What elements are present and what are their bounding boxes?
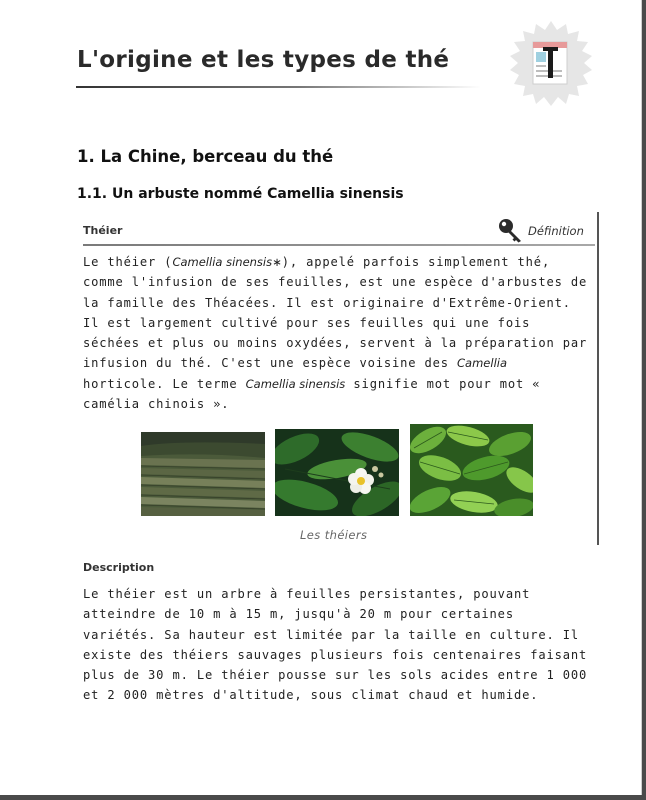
definition-header-rule bbox=[83, 244, 595, 246]
definition-text: Le théier (Camellia sinensis∗), appelé parfois simplement thé, comme l'infusion de ses feuilles, est une espèce d'arbustes de la famille des Théacées. Il est originaire d'Extrême-Orient. Il est largement cultivé pour ses feuilles qui une fois séchées et plus ou moins oxydées, servent à la préparation par infusion du thé. C'est une espèce voisine des Camellia horticole. Le terme Camellia sinensis signifie mot pour mot « camélia chinois ». bbox=[83, 255, 588, 412]
page-title: L'origine et les types de thé bbox=[77, 47, 450, 73]
tea-plantation-photo bbox=[141, 432, 265, 516]
key-icon[interactable] bbox=[497, 217, 523, 243]
title-underline bbox=[76, 86, 481, 88]
description-label: Description bbox=[83, 561, 155, 574]
description-text: Le théier est un arbre à feuilles persistantes, pouvant atteindre de 10 m à 15 m, jusqu'à 20 m pour certaines variétés. Sa hauteur est limitée par la taille en culture. Il existe des théiers sauvages plusieurs fois centenaires faisant plus de 30 m. Le théier pousse sur les sols acides entre 1 000 et 2 000 mètres d'altitude, sous climat chaud et humide. bbox=[83, 587, 588, 703]
section-heading: 1. La Chine, berceau du thé bbox=[77, 147, 334, 166]
definition-box-border bbox=[597, 212, 599, 545]
subsection-heading: 1.1. Un arbuste nommé Camellia sinensis bbox=[77, 186, 404, 202]
definition-term-label: Théier bbox=[83, 224, 123, 237]
definition-link[interactable]: Définition bbox=[528, 224, 584, 238]
tea-flower-photo bbox=[275, 429, 399, 516]
figure-caption: Les théiers bbox=[300, 528, 368, 542]
tea-leaves-photo bbox=[410, 424, 533, 516]
document-gear-badge-icon bbox=[505, 20, 597, 108]
